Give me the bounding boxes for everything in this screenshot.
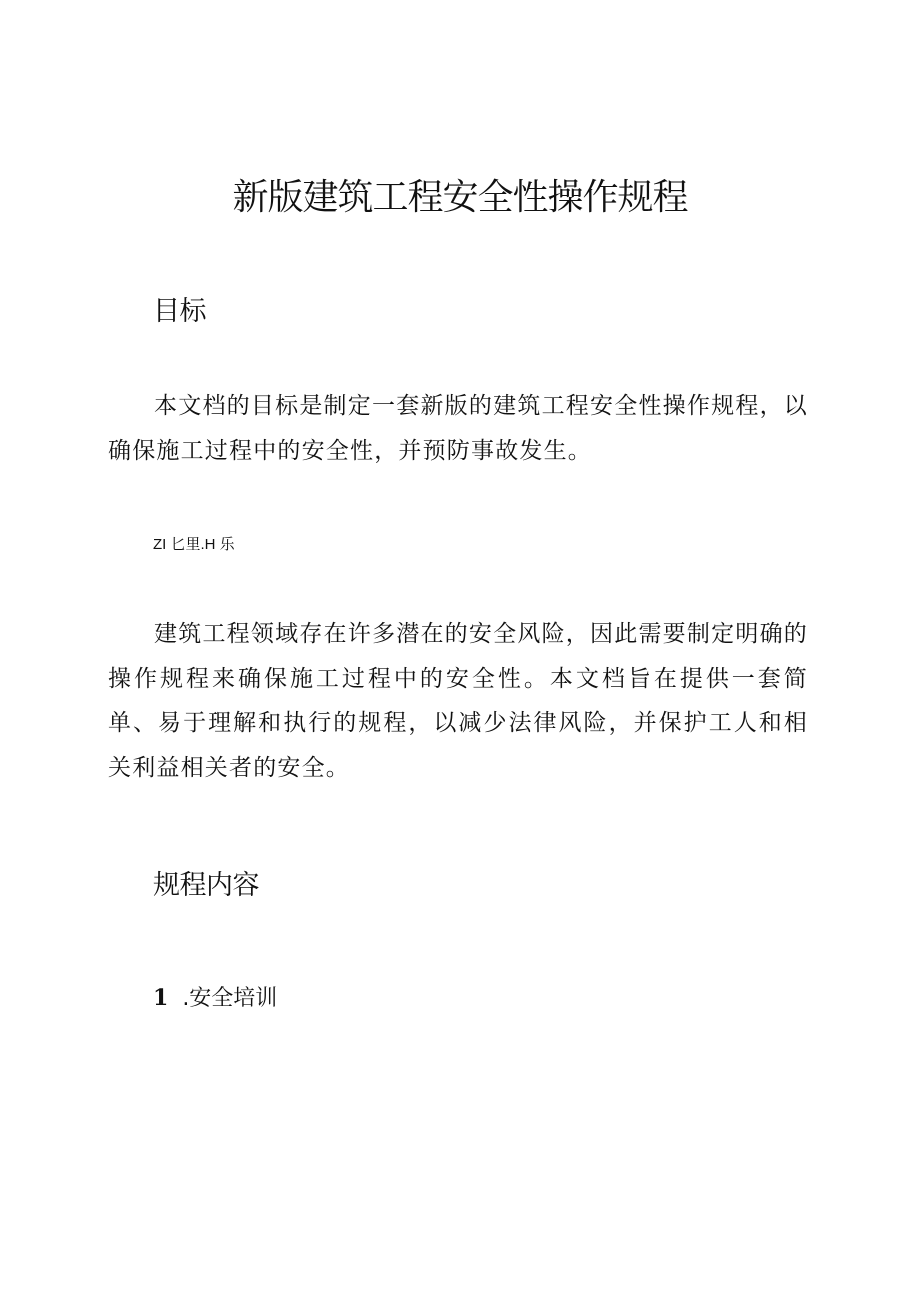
background-label: ZI 匕里.H 乐 — [153, 536, 235, 553]
document-title: 新版建筑工程安全性操作规程 — [232, 177, 688, 218]
goal-paragraph: 本文档的目标是制定一套新版的建筑工程安全性操作规程，以确保施工过程中的安全性，并预防事故发生。 — [108, 393, 808, 464]
section-heading-content: 规程内容 — [153, 870, 259, 901]
background-paragraph: 建筑工程领域存在许多潜在的安全风险，因此需要制定明确的操作规程来确保施工过程中的安全性。本文档旨在提供一套简单、易于理解和执行的规程，以减少法律风险，并保护工人和相关利益相关者的安全。 — [108, 621, 808, 781]
list-item-text: .安全培训 — [182, 986, 278, 1011]
section-heading-goal: 目标 — [153, 296, 206, 327]
list-item — [153, 983, 277, 1014]
list-item-number: 1 — [153, 985, 169, 1011]
